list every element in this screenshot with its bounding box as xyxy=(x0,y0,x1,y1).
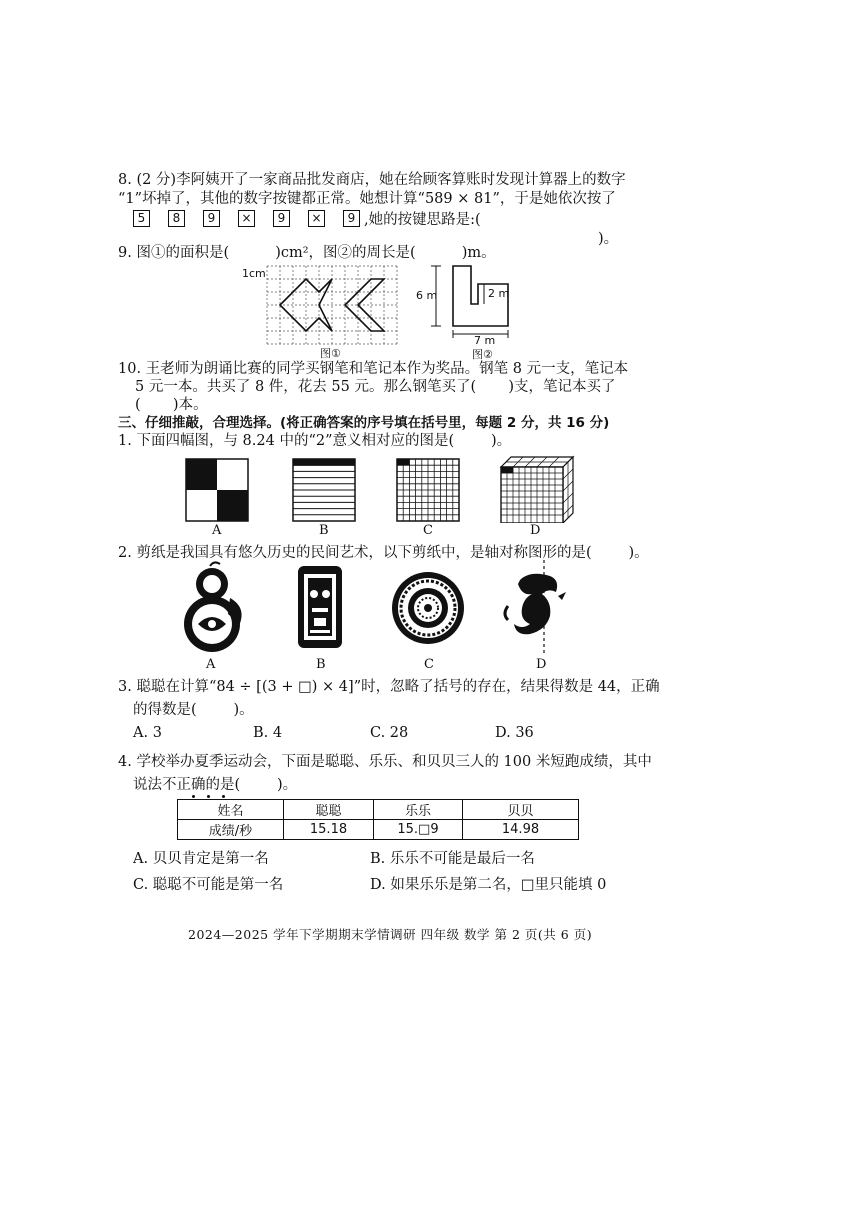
grid-unit-label: 1cm xyxy=(242,267,266,280)
s4-option-d: D. 如果乐乐是第二名，□里只能填 0 xyxy=(370,877,607,893)
s4-option-c: C. 聪聪不可能是第一名 xyxy=(133,877,284,893)
s3-line1: 3. 聪聪在计算“84 ÷ [(3 + □) × 4]”时，忽略了括号的存在，结果得数是 44，正确 xyxy=(118,679,660,695)
calculator-key: 8 xyxy=(168,210,185,227)
s4-option-b: B. 乐乐不可能是最后一名 xyxy=(370,851,535,867)
fig2-width-label: 7 m xyxy=(474,334,496,347)
grid-figure-1 xyxy=(267,266,397,344)
table-header-cell: 贝贝 xyxy=(463,800,579,820)
q9-text: 9. 图①的面积是( )cm²，图②的周长是( )m。 xyxy=(118,245,496,261)
table-header-row xyxy=(178,800,579,820)
q10-line2: 5 元一本。共买了 8 件，花去 55 元。那么钢笔买了( )支，笔记本买了 xyxy=(135,379,616,395)
round-papercut-image xyxy=(392,572,464,644)
calculator-key: 5 xyxy=(133,210,150,227)
s1-text: 1. 下面四幅图，与 8.24 中的“2”意义相对应的图是( )。 xyxy=(118,433,512,449)
s2-text: 2. 剪纸是我国具有悠久历史的民间艺术，以下剪纸中，是轴对称图形的是( )。 xyxy=(118,545,649,561)
calculator-key: × xyxy=(308,210,325,227)
section3-title: 三、仔细推敲，合理选择。(将正确答案的序号填在括号里，每题 2 分，共 16 分) xyxy=(118,415,610,431)
emphasis-dot xyxy=(222,795,225,798)
table-row xyxy=(178,820,579,840)
s4-line2: 说法不正确的是( )。 xyxy=(133,777,298,793)
s3-option-b: B. 4 xyxy=(253,725,283,741)
table-cell: 14.98 xyxy=(463,820,579,840)
s4-option-a: A. 贝贝肯定是第一名 xyxy=(133,851,269,867)
figure-a-four-squares xyxy=(186,459,248,521)
fig2-height-label: 6 m xyxy=(416,289,438,302)
q8-line2: “1”坏掉了，其他的数字按键都正常。她想计算“589 × 81”，于是她依次按了 xyxy=(118,191,616,207)
s3-option-d: D. 36 xyxy=(495,725,534,741)
s1-label-b: B xyxy=(319,523,329,538)
s3-option-c: C. 28 xyxy=(370,725,409,741)
table-header-cell: 乐乐 xyxy=(374,800,463,820)
s2-label-a: A xyxy=(206,657,216,672)
q10-line3: ( )本。 xyxy=(135,397,208,413)
calculator-key: 9 xyxy=(203,210,220,227)
s4-line1: 4. 学校举办夏季运动会，下面是聪聪、乐乐、和贝贝三人的 100 米短跑成绩，其中 xyxy=(118,754,652,770)
fig2-inner-label: 2 m xyxy=(488,287,510,300)
q8-line1: 8. (2 分)李阿姨开了一家商品批发商店，她在给顾客算账时发现计算器上的数字 xyxy=(118,172,626,188)
s1-label-d: D xyxy=(530,523,541,538)
s2-label-b: B xyxy=(316,657,326,672)
gourd-papercut-image xyxy=(184,562,242,652)
score-table xyxy=(177,799,579,840)
emphasis-dot xyxy=(207,795,210,798)
table-cell: 15.□9 xyxy=(374,820,463,840)
s2-label-d: D xyxy=(536,657,547,672)
fig1-caption: 图① xyxy=(320,347,341,360)
s2-label-c: C xyxy=(424,657,434,672)
page-footer: 2024—2025 学年下学期期末学情调研 四年级 数学 第 2 页(共 6 页) xyxy=(188,927,593,942)
s3-line2: 的得数是( )。 xyxy=(133,702,254,718)
figure-b-ten-strips xyxy=(293,459,355,521)
table-header-cell: 聪聪 xyxy=(284,800,374,820)
figure-c-hundred-grid xyxy=(397,459,459,521)
table-header-cell: 姓名 xyxy=(178,800,284,820)
table-cell: 成绩/秒 xyxy=(178,820,284,840)
mask-papercut-image xyxy=(298,566,342,648)
calculator-key: 9 xyxy=(273,210,290,227)
s2-papercuts xyxy=(170,560,590,656)
calculator-key: × xyxy=(238,210,255,227)
dragon-papercut-image xyxy=(505,560,566,656)
emphasis-dot xyxy=(192,795,195,798)
q8-line3-tail: ,她的按键思路是:( xyxy=(364,212,481,228)
figure-d-thousand-cube xyxy=(501,457,573,523)
q8-answer-close: )。 xyxy=(598,231,619,247)
s1-label-a: A xyxy=(212,523,222,538)
s1-label-c: C xyxy=(423,523,433,538)
calculator-key: 9 xyxy=(343,210,360,227)
q10-line1: 10. 王老师为朗诵比赛的同学买钢笔和笔记本作为奖品。钢笔 8 元一支，笔记本 xyxy=(118,361,629,377)
s3-option-a: A. 3 xyxy=(133,725,162,741)
q8-key-sequence xyxy=(133,208,481,229)
table-cell: 15.18 xyxy=(284,820,374,840)
fig2-caption: 图② xyxy=(472,348,493,361)
s1-figures xyxy=(185,455,575,523)
